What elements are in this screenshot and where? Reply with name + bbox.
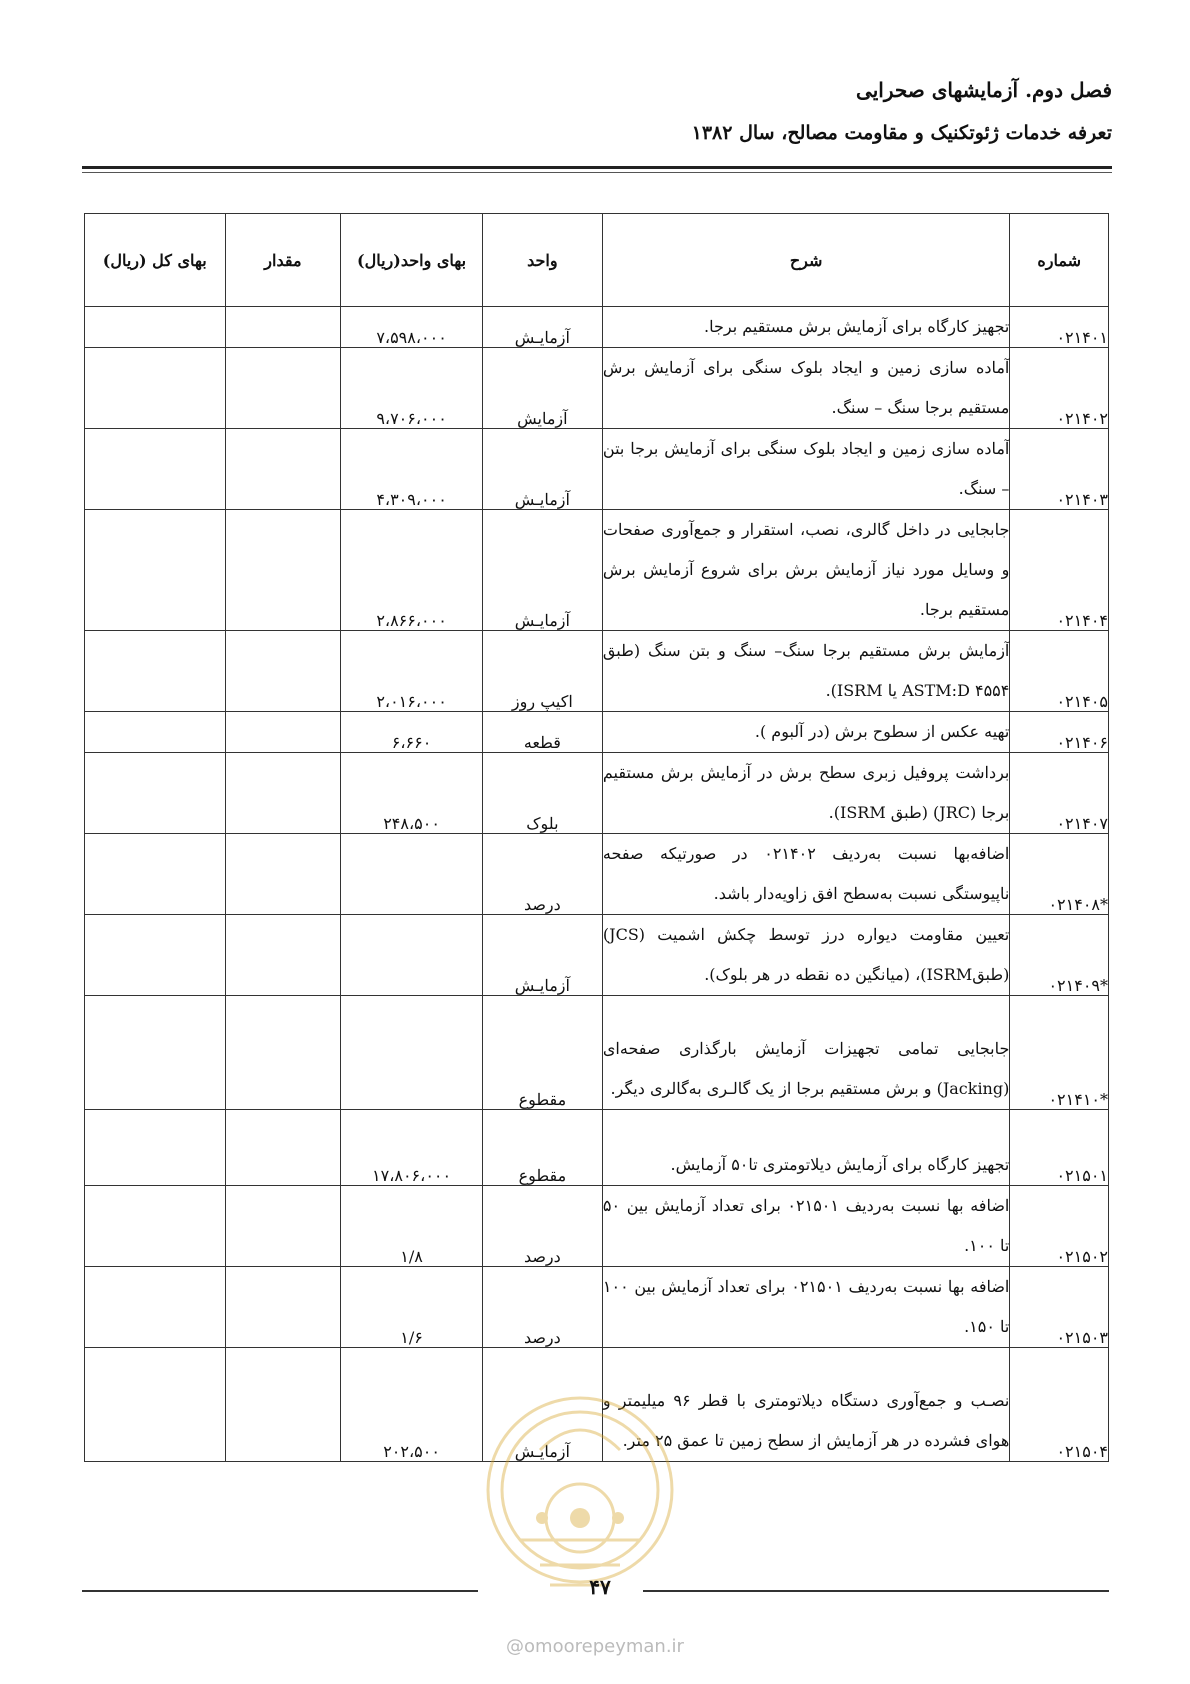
header-rule	[82, 166, 1112, 169]
item-unit: درصد	[482, 834, 602, 915]
item-unit-price: ۲۴۸،۵۰۰	[341, 753, 483, 834]
item-total-price	[85, 1186, 226, 1267]
item-quantity	[225, 915, 341, 996]
item-unit: آزمایـش	[482, 307, 602, 348]
item-number: ۰۲۱۴۰۳	[1010, 429, 1109, 510]
table-row	[85, 631, 1109, 712]
item-unit-price: ۱/۶	[341, 1267, 483, 1348]
item-total-price	[85, 429, 226, 510]
watermark-text: @omoorepeyman.ir	[506, 1636, 684, 1657]
page-number: ۴۷	[589, 1575, 611, 1599]
item-description: نصـب و جمع‌آوری دستگاه دیلاتومتری با قطر ۹۶ میلیمتر و هوای فشرده در هر آزمایش از سطح زمین تا عمق ۲۵ متر.	[602, 1348, 1009, 1462]
item-unit: مقطوع	[482, 996, 602, 1110]
item-description: اضافه‌بها نسبت به‌ردیف ۰۲۱۴۰۲ در صورتیکه صفحه ناپیوستگی نسبت به‌سطح افق زاویه‌دار باشد.	[602, 834, 1009, 915]
item-quantity	[225, 1348, 341, 1462]
item-number: *۰۲۱۴۱۰	[1010, 996, 1109, 1110]
footer-rule-right	[643, 1590, 1109, 1592]
item-number: ۰۲۱۴۰۱	[1010, 307, 1109, 348]
item-unit: آزمایـش	[482, 915, 602, 996]
footer-rule-left	[82, 1590, 478, 1592]
item-number: ۰۲۱۵۰۴	[1010, 1348, 1109, 1462]
item-quantity	[225, 1186, 341, 1267]
item-description: آزمایش برش مستقیم برجا سنگ– سنگ و بتن سنگ (طبق ASTM:D ۴۵۵۴ یا ISRM).	[602, 631, 1009, 712]
item-total-price	[85, 307, 226, 348]
item-description: جابجایی تمامی تجهیزات آزمایش بارگذاری صفحه‌ای (Jacking) و برش مستقیم برجا از یک گالـری به‌گالری دیگر.	[602, 996, 1009, 1110]
item-unit-price	[341, 915, 483, 996]
item-unit-price: ۲۰۲،۵۰۰	[341, 1348, 483, 1462]
item-total-price	[85, 510, 226, 631]
col-header-unit: واحد	[482, 214, 602, 307]
item-unit: آزمایـش	[482, 1348, 602, 1462]
item-number: ۰۲۱۵۰۱	[1010, 1110, 1109, 1186]
item-quantity	[225, 996, 341, 1110]
item-description: آماده سازی زمین و ایجاد بلوک سنگی برای آزمایش برجا بتن – سنگ.	[602, 429, 1009, 510]
item-total-price	[85, 1110, 226, 1186]
table-row	[85, 510, 1109, 631]
item-unit: آزمایـش	[482, 510, 602, 631]
item-total-price	[85, 1348, 226, 1462]
item-unit-price: ۹،۷۰۶،۰۰۰	[341, 348, 483, 429]
item-quantity	[225, 429, 341, 510]
table-header-row	[85, 214, 1109, 307]
item-number: ۰۲۱۵۰۲	[1010, 1186, 1109, 1267]
item-unit-price	[341, 834, 483, 915]
table-row	[85, 1110, 1109, 1186]
item-quantity	[225, 631, 341, 712]
col-header-unit-price: بهای واحد(ریال)	[341, 214, 483, 307]
item-unit-price: ۲،۰۱۶،۰۰۰	[341, 631, 483, 712]
table-row	[85, 834, 1109, 915]
item-quantity	[225, 510, 341, 631]
col-header-total-price: بهای کل (ریال)	[85, 214, 226, 307]
item-unit: مقطوع	[482, 1110, 602, 1186]
col-header-quantity: مقدار	[225, 214, 341, 307]
table-row	[85, 1186, 1109, 1267]
item-description: تجهیز کارگاه برای آزمایش دیلاتومتری تا۵۰ آزمایش.	[602, 1110, 1009, 1186]
item-number: ۰۲۱۴۰۲	[1010, 348, 1109, 429]
item-total-price	[85, 631, 226, 712]
table-row	[85, 753, 1109, 834]
item-total-price	[85, 1267, 226, 1348]
item-quantity	[225, 712, 341, 753]
table-row	[85, 1267, 1109, 1348]
item-description: برداشت پروفیل زبری سطح برش در آزمایش برش مستقیم برجا (JRC) (طبق ISRM).	[602, 753, 1009, 834]
item-quantity	[225, 1267, 341, 1348]
item-total-price	[85, 996, 226, 1110]
table-row	[85, 996, 1109, 1110]
item-number: ۰۲۱۴۰۶	[1010, 712, 1109, 753]
item-unit: آزمایـش	[482, 429, 602, 510]
item-total-price	[85, 834, 226, 915]
item-description: آماده سازی زمین و ایجاد بلوک سنگی برای آزمایش برش مستقیم برجا سنگ – سنگ.	[602, 348, 1009, 429]
item-description: اضافه بها نسبت به‌ردیف ۰۲۱۵۰۱ برای تعداد آزمایش بین ۵۰ تا ۱۰۰.	[602, 1186, 1009, 1267]
item-unit: قطعه	[482, 712, 602, 753]
col-header-description: شرح	[602, 214, 1009, 307]
tariff-table	[84, 213, 1109, 1462]
item-quantity	[225, 753, 341, 834]
item-unit: بلوک	[482, 753, 602, 834]
page-header	[692, 78, 1112, 144]
item-quantity	[225, 348, 341, 429]
item-number: ۰۲۱۴۰۵	[1010, 631, 1109, 712]
item-total-price	[85, 712, 226, 753]
item-total-price	[85, 348, 226, 429]
item-unit-price: ۶،۶۶۰	[341, 712, 483, 753]
item-description: تهیه عکس از سطوح برش (در آلبوم ).	[602, 712, 1009, 753]
item-number: *۰۲۱۴۰۹	[1010, 915, 1109, 996]
col-header-number: شماره	[1010, 214, 1109, 307]
item-unit: درصد	[482, 1186, 602, 1267]
item-description: تجهیز کارگاه برای آزمایش برش مستقیم برجا.	[602, 307, 1009, 348]
item-number: ۰۲۱۵۰۳	[1010, 1267, 1109, 1348]
item-unit: اکیپ روز	[482, 631, 602, 712]
table-body	[85, 307, 1109, 1462]
item-unit-price: ۱/۸	[341, 1186, 483, 1267]
header-rule-thin	[82, 172, 1112, 173]
item-total-price	[85, 753, 226, 834]
item-quantity	[225, 1110, 341, 1186]
item-unit: آزمایش	[482, 348, 602, 429]
table-row	[85, 348, 1109, 429]
item-description: تعیین مقاومت دیواره درز توسط چکش اشمیت (JCS) (طبقISRM)، (میانگین ده نقطه در هر بلوک).	[602, 915, 1009, 996]
item-description: جابجایی در داخل گالری، نصب، استقرار و جمع‌آوری صفحات و وسایل مورد نیاز آزمایش برش برای شروع آزمایش برش مستقیم برجا.	[602, 510, 1009, 631]
item-number: ۰۲۱۴۰۷	[1010, 753, 1109, 834]
item-number: *۰۲۱۴۰۸	[1010, 834, 1109, 915]
item-unit-price: ۲،۸۶۶،۰۰۰	[341, 510, 483, 631]
item-number: ۰۲۱۴۰۴	[1010, 510, 1109, 631]
table-row	[85, 307, 1109, 348]
item-unit-price	[341, 996, 483, 1110]
document-subtitle: تعرفه خدمات ژئوتکنیک و مقاومت مصالح، سال ۱۳۸۲	[691, 122, 1112, 144]
item-description: اضافه بها نسبت به‌ردیف ۰۲۱۵۰۱ برای تعداد آزمایش بین ۱۰۰ تا ۱۵۰.	[602, 1267, 1009, 1348]
table-row	[85, 429, 1109, 510]
item-unit: درصد	[482, 1267, 602, 1348]
item-total-price	[85, 915, 226, 996]
item-unit-price: ۷،۵۹۸،۰۰۰	[341, 307, 483, 348]
item-quantity	[225, 307, 341, 348]
table-row	[85, 712, 1109, 753]
item-quantity	[225, 834, 341, 915]
item-unit-price: ۱۷،۸۰۶،۰۰۰	[341, 1110, 483, 1186]
chapter-title: فصل دوم. آزمایشهای صحرایی	[856, 78, 1112, 102]
table-row	[85, 915, 1109, 996]
item-unit-price: ۴،۳۰۹،۰۰۰	[341, 429, 483, 510]
